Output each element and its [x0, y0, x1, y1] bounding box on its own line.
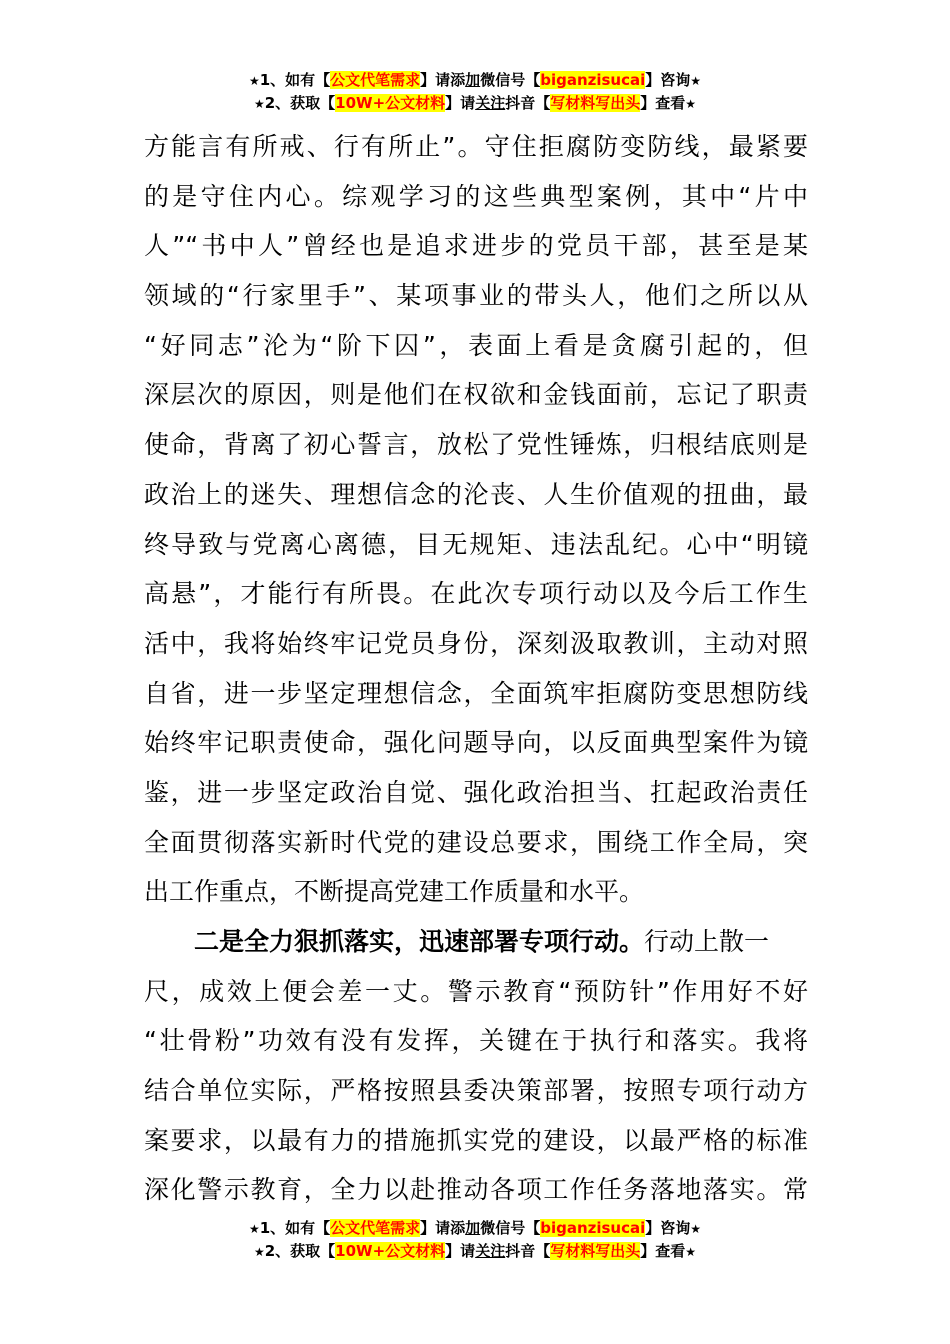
body-line: 领域的“行家里手”、某项事业的带头人，他们之所以从: [144, 281, 808, 311]
star-icon: ★: [685, 97, 697, 111]
body-line: 深化警示教育，全力以赴推动各项工作任务落地落实。常: [144, 1175, 808, 1205]
body-line: 终导致与党离心离德，目无规矩、违法乱纪。心中“明镜: [144, 529, 808, 559]
body-line: “好同志”沦为“阶下囚”，表面上看是贪腐引起的，但: [144, 330, 808, 360]
body-line: 使命，背离了初心誓言，放松了党性锤炼，归根结底则是: [144, 430, 808, 460]
body-line: 鉴，进一步坚定政治自觉、强化政治担当、扛起政治责任: [144, 777, 808, 807]
paragraph-heading: 二是全力狠抓落实，迅速部署专项行动。: [194, 927, 645, 956]
footer-line-2: ★2、获取【10W+公文材料】请关注抖音【写材料写出头】查看★: [253, 1242, 697, 1260]
highlight-service: 公文代笔需求: [330, 1219, 421, 1237]
star-icon: ★: [253, 97, 265, 111]
star-icon: ★: [690, 1222, 702, 1236]
star-icon: ★: [253, 1245, 265, 1259]
body-line: “壮骨粉”功效有没有发挥，关键在于执行和落实。我将: [144, 1026, 808, 1056]
star-icon: ★: [685, 1245, 697, 1259]
body-line: 政治上的迷失、理想信念的沦丧、人生价值观的扭曲，最: [144, 479, 808, 509]
body-line: 案要求，以最有力的措施抓实党的建设，以最严格的标准: [144, 1125, 808, 1155]
highlight-wechat-id: biganzisucai: [540, 1219, 646, 1237]
body-line: 始终牢记职责使命，强化问题导向，以反面典型案件为镜: [144, 728, 808, 758]
header-banner: [0, 69, 950, 115]
body-line: 结合单位实际，严格按照县委决策部署，按照专项行动方: [144, 1076, 808, 1106]
highlight-service: 公文代笔需求: [330, 71, 421, 89]
highlight-wechat-id: biganzisucai: [540, 71, 646, 89]
highlight-douyin-account: 写材料写出头: [550, 1242, 641, 1260]
document-body: [144, 122, 808, 1215]
footer-line-1: ★1、如有【公文代笔需求】请添加微信号【biganzisucai】咨询★: [248, 1219, 702, 1237]
header-line-1: ★1、如有【公文代笔需求】请添加微信号【biganzisucai】咨询★: [248, 71, 702, 89]
body-line: 高悬”，才能行有所畏。在此次专项行动以及今后工作生: [144, 579, 808, 609]
body-line: 出工作重点，不断提高党建工作质量和水平。: [144, 877, 645, 907]
body-line: 活中，我将始终牢记党员身份，深刻汲取教训，主动对照: [144, 628, 808, 658]
body-line: 深层次的原因，则是他们在权欲和金钱面前，忘记了职责: [144, 380, 808, 410]
body-line: 全面贯彻落实新时代党的建设总要求，围绕工作全局，突: [144, 827, 808, 857]
body-line: 方能言有所戒、行有所止”。守住拒腐防变防线，最紧要: [144, 132, 808, 161]
body-line: 尺，成效上便会差一丈。警示教育“预防针”作用好不好: [144, 976, 808, 1006]
highlight-materials: 10W+公文材料: [335, 1242, 446, 1260]
body-line: 自省，进一步坚定理想信念，全面筑牢拒腐防变思想防线: [144, 678, 808, 708]
star-icon: ★: [248, 74, 260, 88]
highlight-materials: 10W+公文材料: [335, 94, 446, 112]
body-line: 的是守住内心。综观学习的这些典型案例，其中“片中: [144, 181, 808, 211]
header-line-2: ★2、获取【10W+公文材料】请关注抖音【写材料写出头】查看★: [253, 94, 697, 112]
star-icon: ★: [690, 74, 702, 88]
star-icon: ★: [248, 1222, 260, 1236]
paragraph-2-first-line: 二是全力狠抓落实，迅速部署专项行动。行动上散一: [194, 927, 770, 956]
body-line: 人”“书中人”曾经也是追求进步的党员干部，甚至是某: [144, 231, 808, 261]
highlight-douyin-account: 写材料写出头: [550, 94, 641, 112]
footer-banner: [0, 1217, 950, 1263]
